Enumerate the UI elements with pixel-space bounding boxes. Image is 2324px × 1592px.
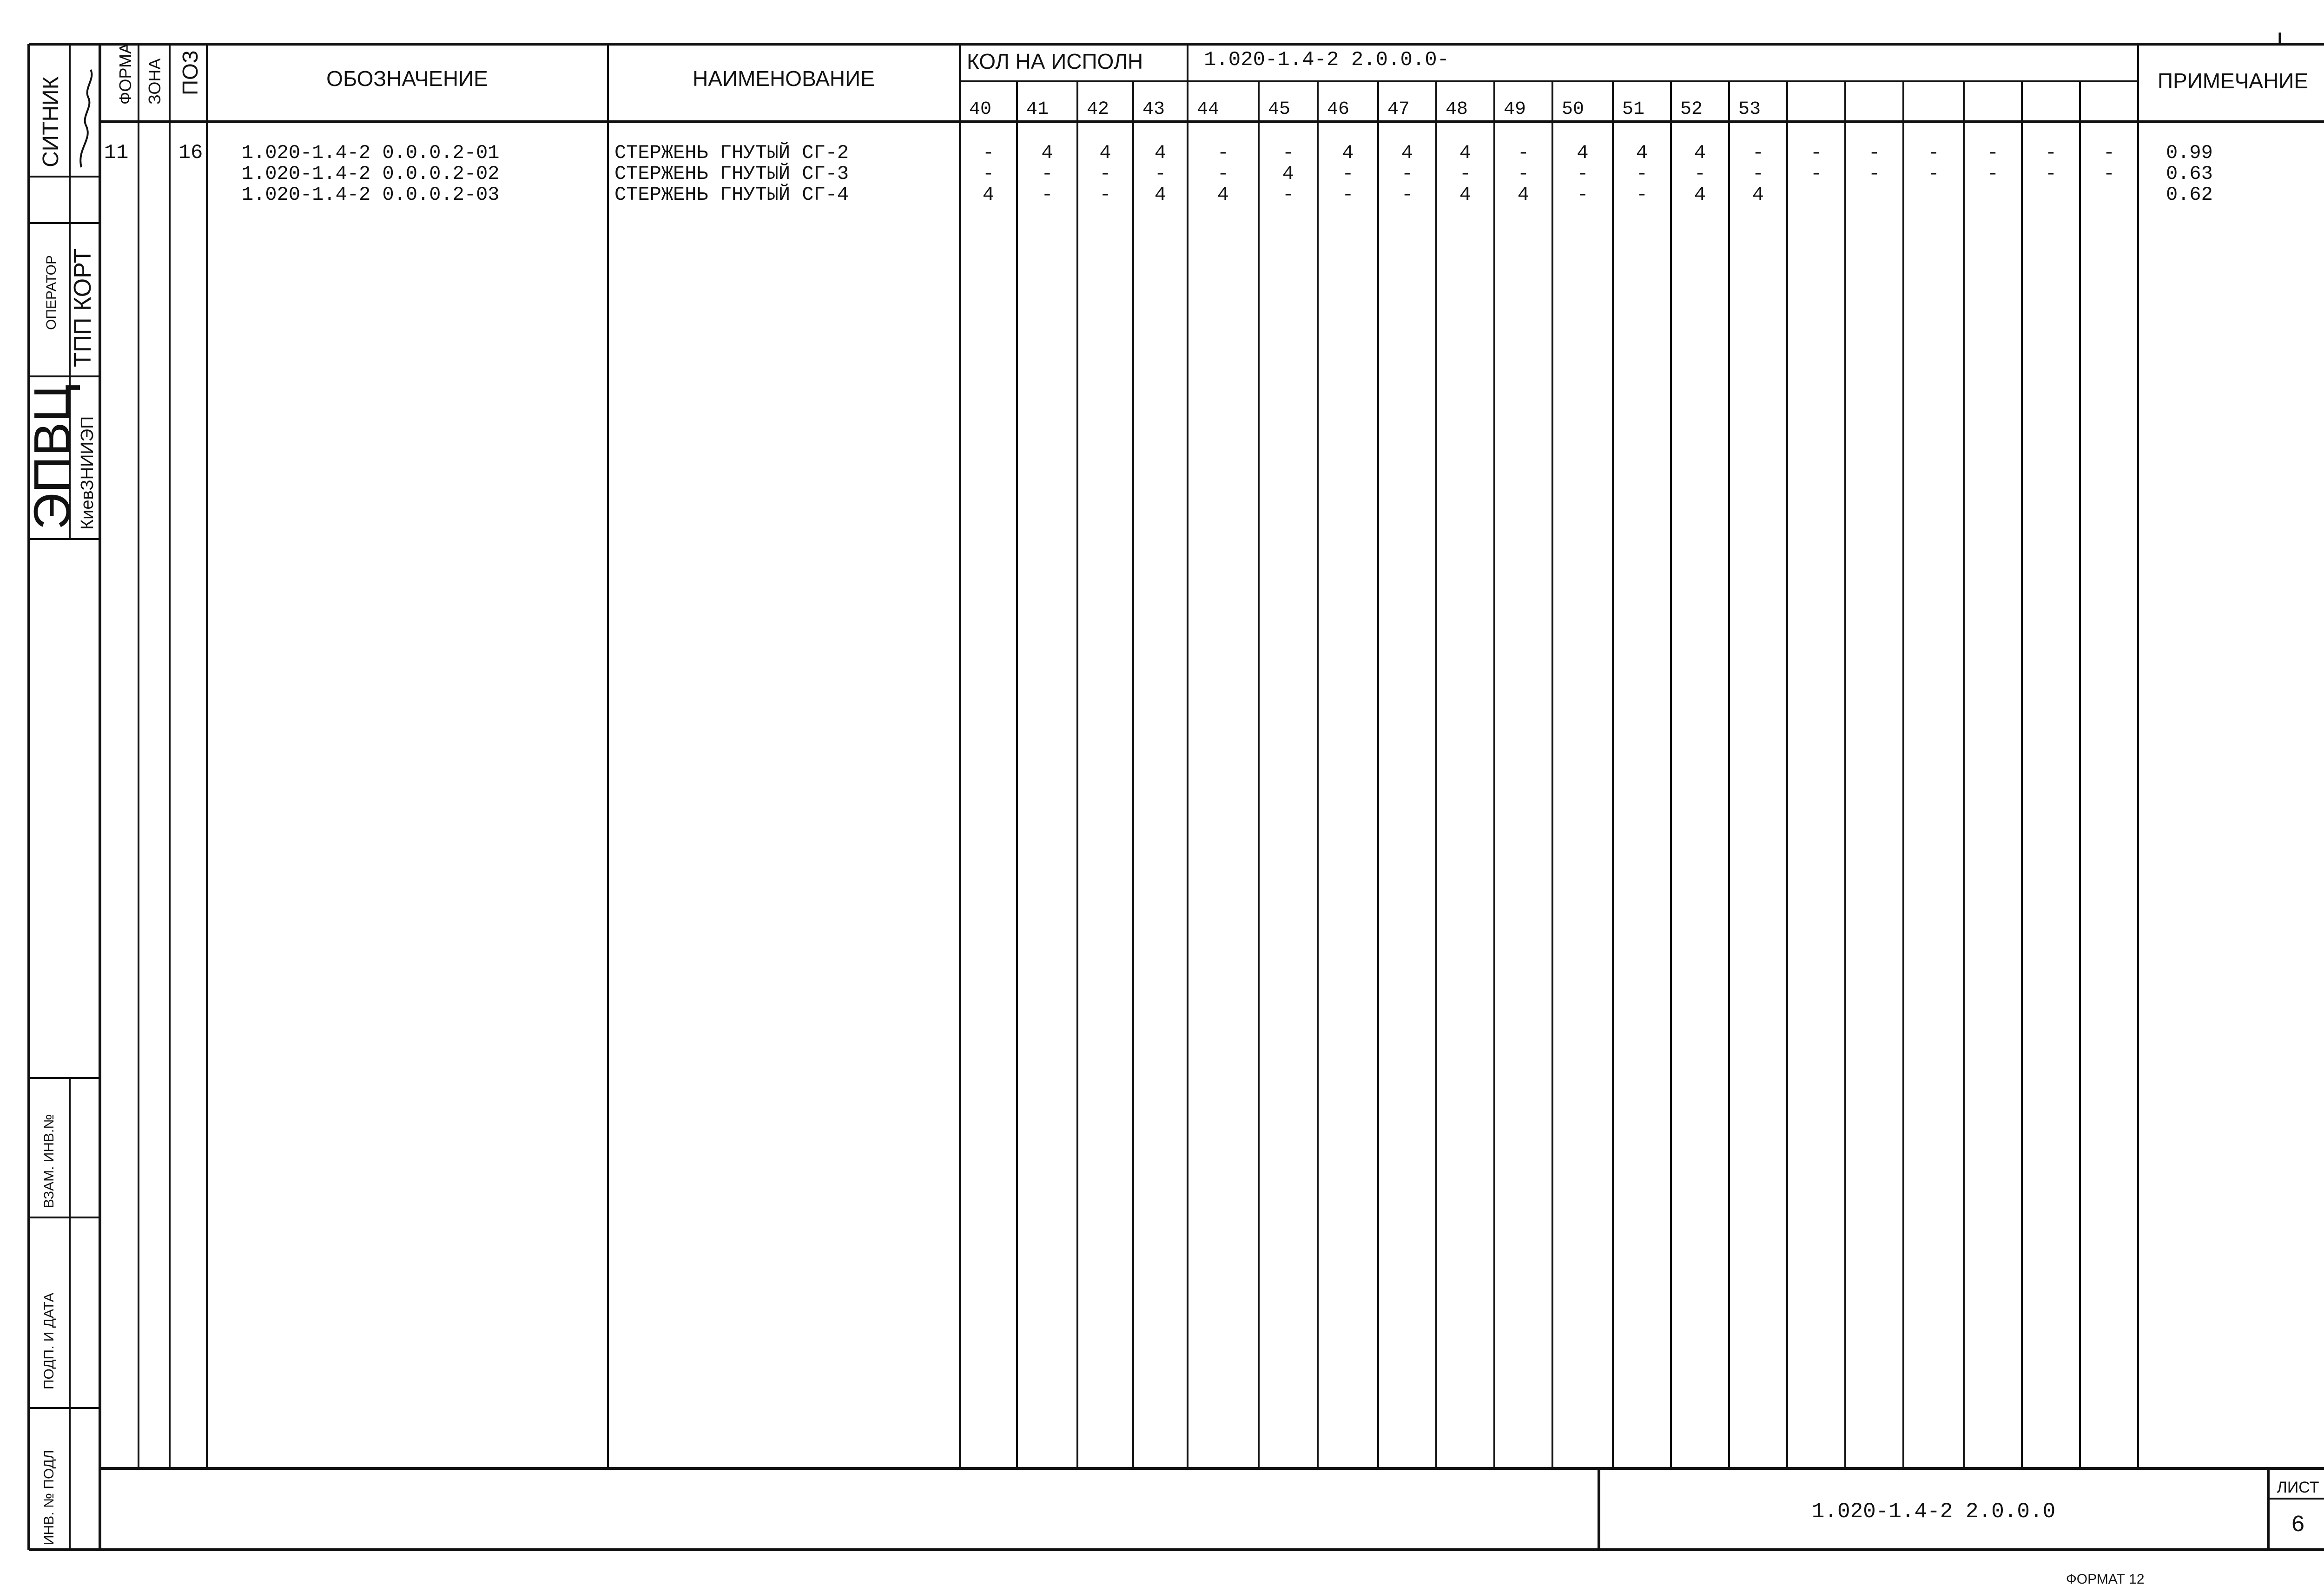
row-value-cell: - bbox=[982, 142, 995, 164]
row-value-cell: 4 bbox=[1517, 184, 1530, 206]
stamp-dept: ТПП КОРТ bbox=[69, 248, 96, 367]
row-naimenovanie: СТЕРЖЕНЬ ГНУТЫЙ СГ-2 bbox=[614, 142, 849, 164]
row-value-cell: - bbox=[1401, 184, 1413, 206]
row-primechanie: 0.62 bbox=[2166, 184, 2213, 206]
row-value-cell: - bbox=[1868, 142, 1881, 164]
variant-label: 49 bbox=[1504, 99, 1526, 120]
row-value-cell: 4 bbox=[1636, 142, 1648, 164]
row-value-cell: - bbox=[1810, 163, 1822, 185]
header-oboznachenie: ОБОЗНАЧЕНИЕ bbox=[326, 66, 488, 91]
row-value-cell: - bbox=[982, 163, 995, 185]
variant-label: 41 bbox=[1026, 99, 1049, 120]
header-kol-na-ispoln: КОЛ НА ИСПОЛН bbox=[967, 49, 1143, 73]
variant-label: 53 bbox=[1738, 99, 1761, 120]
row-value-cell: - bbox=[1577, 163, 1589, 185]
variant-label: 47 bbox=[1387, 99, 1410, 120]
row-value-cell: - bbox=[1928, 163, 1940, 185]
row-value-cell: - bbox=[1041, 163, 1053, 185]
variant-label: 51 bbox=[1622, 99, 1645, 120]
row-value-cell: - bbox=[1401, 163, 1413, 185]
footer-designation: 1.020-1.4-2 2.0.0.0 bbox=[1811, 1500, 2056, 1524]
variant-label: 48 bbox=[1446, 99, 1468, 120]
variant-label: 52 bbox=[1680, 99, 1703, 120]
row-value-cell: 4 bbox=[1694, 184, 1706, 206]
group-forma: 11 bbox=[104, 141, 129, 164]
row-value-cell: 4 bbox=[1041, 142, 1053, 164]
footer-list-label: ЛИСТ bbox=[2277, 1479, 2319, 1496]
row-value-cell: - bbox=[1282, 184, 1294, 206]
stamp-operator: ОПЕРАТОР bbox=[44, 255, 59, 330]
row-value-cell: 4 bbox=[1217, 184, 1229, 206]
row-value-cell: - bbox=[1282, 142, 1294, 164]
header-primechanie: ПРИМЕЧАНИЕ bbox=[2157, 69, 2309, 93]
row-value-cell: - bbox=[1342, 184, 1354, 206]
row-value-cell: 4 bbox=[1154, 142, 1167, 164]
header-naimenovanie: НАИМЕНОВАНИЕ bbox=[693, 66, 875, 91]
row-primechanie: 0.63 bbox=[2166, 163, 2213, 185]
row-primechanie: 0.99 bbox=[2166, 142, 2213, 164]
header-forma: ФОРМА bbox=[116, 43, 135, 105]
row-value-cell: - bbox=[1868, 163, 1881, 185]
variant-column-lines bbox=[1017, 81, 2080, 1468]
row-value-cell: - bbox=[1342, 163, 1354, 185]
row-value-cell: 4 bbox=[1282, 163, 1294, 185]
header-base-designation: 1.020-1.4-2 2.0.0.0- bbox=[1204, 48, 1450, 72]
row-value-cell: - bbox=[1217, 142, 1229, 164]
table-row bbox=[242, 141, 2213, 164]
row-value-cell: 4 bbox=[1401, 142, 1413, 164]
stamp-name: СИТНИК bbox=[39, 76, 63, 167]
row-value-cell: 4 bbox=[1342, 142, 1354, 164]
row-naimenovanie: СТЕРЖЕНЬ ГНУТЫЙ СГ-4 bbox=[614, 184, 849, 206]
signature bbox=[80, 70, 92, 167]
row-value-cell: - bbox=[1810, 142, 1822, 164]
row-value-cell: - bbox=[2045, 142, 2057, 164]
stamp-podp: ПОДП. И ДАТА bbox=[41, 1292, 57, 1389]
variant-label: 44 bbox=[1197, 99, 1220, 120]
row-oboznachenie: 1.020-1.4-2 0.0.0.2-01 bbox=[242, 142, 500, 164]
row-value-cell: 4 bbox=[1752, 184, 1764, 206]
row-value-cell: 4 bbox=[1694, 142, 1706, 164]
row-value-cell: - bbox=[1154, 163, 1167, 185]
variant-labels bbox=[969, 99, 1761, 120]
row-value-cell: - bbox=[1099, 163, 1111, 185]
row-value-cell: - bbox=[2103, 142, 2115, 164]
row-value-cell: - bbox=[1041, 184, 1053, 206]
row-value-cell: - bbox=[1987, 142, 1999, 164]
stamp-inv: ИНВ. № ПОДЛ bbox=[41, 1450, 57, 1545]
row-value-cell: 4 bbox=[1577, 142, 1589, 164]
footer-list-number: 6 bbox=[2291, 1512, 2305, 1539]
variant-label: 43 bbox=[1142, 99, 1165, 120]
stamp-vzam: ВЗАМ. ИНВ.№ bbox=[41, 1114, 57, 1208]
row-value-cell: 4 bbox=[1099, 142, 1111, 164]
row-value-cell: - bbox=[1517, 163, 1530, 185]
variant-label: 40 bbox=[969, 99, 992, 120]
row-value-cell: - bbox=[1752, 163, 1764, 185]
row-value-cell: 4 bbox=[1154, 184, 1167, 206]
variant-label: 45 bbox=[1268, 99, 1291, 120]
header-poz: ПОЗ bbox=[178, 50, 202, 95]
column-lines bbox=[139, 44, 2138, 1468]
row-oboznachenie: 1.020-1.4-2 0.0.0.2-02 bbox=[242, 163, 500, 185]
header-zona: ЗОНА bbox=[145, 58, 164, 105]
row-value-cell: - bbox=[1217, 163, 1229, 185]
row-value-cell: - bbox=[2103, 163, 2115, 185]
stamp-org-sub: КиевЗНИИЭП bbox=[78, 416, 97, 530]
footer-format: ФОРМАТ 12 bbox=[2066, 1572, 2145, 1587]
table-row bbox=[242, 183, 2213, 206]
row-oboznachenie: 1.020-1.4-2 0.0.0.2-03 bbox=[242, 184, 500, 206]
row-naimenovanie: СТЕРЖЕНЬ ГНУТЫЙ СГ-3 bbox=[614, 163, 849, 185]
row-value-cell: - bbox=[1517, 142, 1530, 164]
data-rows bbox=[242, 141, 2213, 206]
row-value-cell: 4 bbox=[982, 184, 995, 206]
row-value-cell: - bbox=[1636, 163, 1648, 185]
row-value-cell: - bbox=[1636, 184, 1648, 206]
stamp-org: ЭПВЦ bbox=[24, 384, 81, 530]
variant-label: 50 bbox=[1562, 99, 1585, 120]
row-value-cell: - bbox=[1987, 163, 1999, 185]
table-row bbox=[242, 162, 2213, 185]
variant-label: 42 bbox=[1087, 99, 1109, 120]
group-poz: 16 bbox=[178, 141, 203, 164]
variant-label: 46 bbox=[1327, 99, 1350, 120]
row-value-cell: - bbox=[2045, 163, 2057, 185]
row-value-cell: - bbox=[1099, 184, 1111, 206]
row-value-cell: - bbox=[1694, 163, 1706, 185]
row-value-cell: - bbox=[1928, 142, 1940, 164]
row-value-cell: - bbox=[1459, 163, 1472, 185]
sheet-frame bbox=[29, 33, 2324, 1550]
row-value-cell: - bbox=[1752, 142, 1764, 164]
row-value-cell: 4 bbox=[1459, 184, 1472, 206]
row-value-cell: - bbox=[1577, 184, 1589, 206]
row-value-cell: 4 bbox=[1459, 142, 1472, 164]
